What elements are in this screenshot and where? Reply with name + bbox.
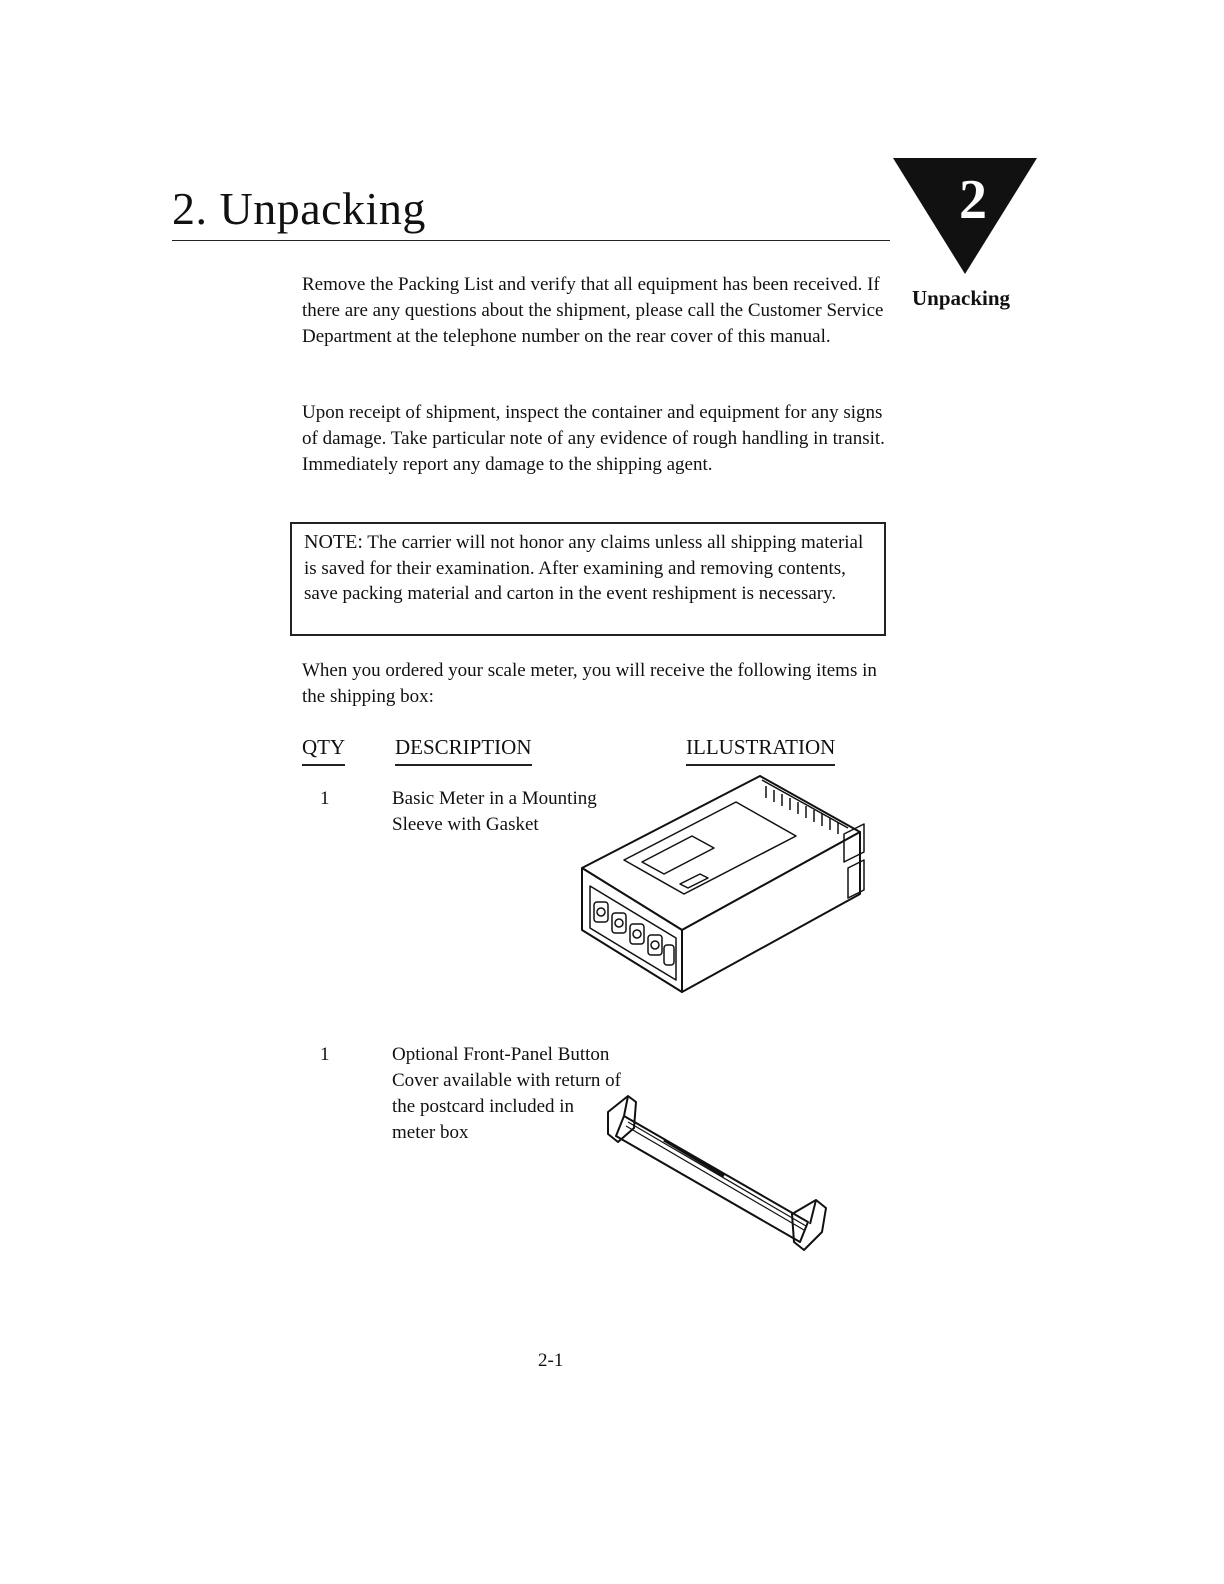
items-intro-paragraph: When you ordered your scale meter, you will receive the following items in the shipping box: [302,660,877,707]
inspection-paragraph: Upon receipt of shipment, inspect the container and equipment for any signs of damage. Take particular note of any evidence of rough handling in transit. Immediately report any damage to the shipping agent. [302,402,885,475]
qty-column-header: QTY [302,735,345,766]
item-qty: 1 [320,1044,330,1065]
note-text: The carrier will not honor any claims unless all shipping material is saved for their examination. After examining and removing contents, save packing material and carton in the event reshipment is necessary. [304,532,864,604]
description-column-header: DESCRIPTION [395,735,532,766]
page-number: 2-1 [538,1350,564,1371]
meter-illustration [576,772,872,994]
title-rule [172,240,890,241]
item-qty: 1 [320,788,330,809]
chapter-tab-number: 2 [959,169,987,231]
illustration-column-header: ILLUSTRATION [686,735,835,766]
note-box [290,522,886,636]
chapter-title: 2. Unpacking [172,183,426,234]
note-label: NOTE: [304,531,363,553]
item-description: Optional Front-Panel Button Cover available with return of the postcard included in meter box [392,1044,621,1143]
chapter-tab-marker [893,156,1037,276]
chapter-tab-label: Unpacking [912,286,1011,310]
note-body [304,530,876,607]
button-cover-illustration [604,1092,840,1260]
item-description: Basic Meter in a Mounting Sleeve with Gasket [392,788,597,835]
intro-paragraph: Remove the Packing List and verify that all equipment has been received. If there are any questions about the shipment, please call the Customer Service Department at the telephone number on the rear cover of this manual. [302,274,884,347]
